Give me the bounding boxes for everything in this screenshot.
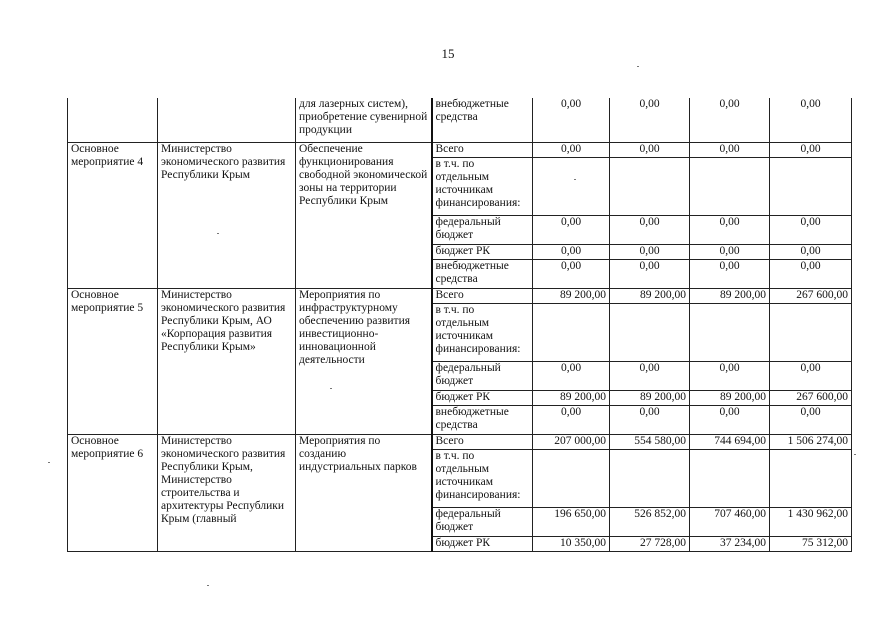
funding-source-cell: внебюджетные средства bbox=[432, 259, 533, 288]
amount-cell bbox=[533, 157, 610, 215]
funding-source-cell: в т.ч. по отдельным источникам финансирования: bbox=[432, 449, 533, 507]
funding-source-cell: Всего bbox=[432, 288, 533, 303]
budget-table bbox=[67, 98, 852, 552]
funding-source-cell: Всего bbox=[432, 142, 533, 157]
amount-cell: 0,00 bbox=[770, 98, 852, 142]
amount-cell: 0,00 bbox=[610, 361, 690, 390]
amount-cell: 89 200,00 bbox=[610, 390, 690, 405]
page-number: 15 bbox=[441, 46, 455, 61]
scan-speck bbox=[637, 66, 639, 67]
amount-cell bbox=[690, 303, 770, 361]
funding-source-cell: бюджет РК bbox=[432, 536, 533, 551]
amount-cell: 27 728,00 bbox=[610, 536, 690, 551]
amount-cell: 267 600,00 bbox=[770, 390, 852, 405]
amount-cell: 0,00 bbox=[690, 215, 770, 244]
activity-name-cell: Основное мероприятие 5 bbox=[68, 288, 158, 434]
amount-cell bbox=[533, 449, 610, 507]
amount-cell: 0,00 bbox=[690, 244, 770, 259]
table-row bbox=[68, 142, 852, 157]
amount-cell bbox=[610, 157, 690, 215]
amount-cell bbox=[770, 157, 852, 215]
amount-cell: 89 200,00 bbox=[533, 390, 610, 405]
amount-cell: 0,00 bbox=[610, 142, 690, 157]
amount-cell bbox=[690, 157, 770, 215]
funding-source-cell: бюджет РК bbox=[432, 390, 533, 405]
activity-name-cell: Основное мероприятие 4 bbox=[68, 142, 158, 288]
amount-cell: 526 852,00 bbox=[610, 507, 690, 536]
table-row bbox=[68, 434, 852, 449]
amount-cell: 0,00 bbox=[770, 244, 852, 259]
activity-name-cell: Основное мероприятие 6 bbox=[68, 434, 158, 551]
amount-cell: 0,00 bbox=[770, 361, 852, 390]
scan-speck bbox=[217, 233, 219, 234]
amount-cell: 744 694,00 bbox=[690, 434, 770, 449]
amount-cell: 0,00 bbox=[770, 142, 852, 157]
executor-cell: Министерство экономического развития Республики Крым, Министерство строительства и архитектуры Республики Крым (главный bbox=[158, 434, 296, 551]
amount-cell: 0,00 bbox=[610, 244, 690, 259]
activity-name-cell bbox=[68, 98, 158, 142]
funding-source-cell: федеральный бюджет bbox=[432, 507, 533, 536]
amount-cell: 0,00 bbox=[770, 215, 852, 244]
amount-cell: 0,00 bbox=[610, 405, 690, 434]
executor-cell: Министерство экономического развития Республики Крым bbox=[158, 142, 296, 288]
funding-source-cell: в т.ч. по отдельным источникам финансирования: bbox=[432, 303, 533, 361]
scan-speck bbox=[48, 462, 50, 463]
scan-speck bbox=[330, 388, 332, 389]
description-cell: Обеспечение функционирования свободной экономической зоны на территории Республики Крым bbox=[296, 142, 432, 288]
amount-cell: 37 234,00 bbox=[690, 536, 770, 551]
table-row bbox=[68, 288, 852, 303]
description-cell: Мероприятия по созданию индустриальных парков bbox=[296, 434, 432, 551]
funding-source-cell: Всего bbox=[432, 434, 533, 449]
funding-source-cell: внебюджетные средства bbox=[432, 98, 533, 142]
funding-source-cell: бюджет РК bbox=[432, 244, 533, 259]
amount-cell: 0,00 bbox=[690, 98, 770, 142]
amount-cell: 0,00 bbox=[533, 361, 610, 390]
executor-cell: Министерство экономического развития Республики Крым, АО «Корпорация развития Республики Крым» bbox=[158, 288, 296, 434]
amount-cell: 10 350,00 bbox=[533, 536, 610, 551]
description-cell: для лазерных систем), приобретение сувенирной продукции bbox=[296, 98, 432, 142]
amount-cell: 89 200,00 bbox=[533, 288, 610, 303]
amount-cell: 0,00 bbox=[610, 215, 690, 244]
table-row bbox=[68, 98, 852, 142]
amount-cell: 0,00 bbox=[533, 244, 610, 259]
amount-cell: 0,00 bbox=[533, 405, 610, 434]
amount-cell: 0,00 bbox=[770, 405, 852, 434]
amount-cell bbox=[770, 449, 852, 507]
amount-cell: 0,00 bbox=[610, 259, 690, 288]
funding-source-cell: внебюджетные средства bbox=[432, 405, 533, 434]
amount-cell: 1 506 274,00 bbox=[770, 434, 852, 449]
amount-cell: 75 312,00 bbox=[770, 536, 852, 551]
amount-cell: 0,00 bbox=[690, 142, 770, 157]
amount-cell: 554 580,00 bbox=[610, 434, 690, 449]
amount-cell: 207 000,00 bbox=[533, 434, 610, 449]
amount-cell: 0,00 bbox=[690, 361, 770, 390]
amount-cell: 707 460,00 bbox=[690, 507, 770, 536]
amount-cell: 196 650,00 bbox=[533, 507, 610, 536]
amount-cell: 0,00 bbox=[770, 259, 852, 288]
amount-cell: 89 200,00 bbox=[690, 288, 770, 303]
amount-cell: 267 600,00 bbox=[770, 288, 852, 303]
amount-cell bbox=[610, 449, 690, 507]
funding-source-cell: федеральный бюджет bbox=[432, 215, 533, 244]
amount-cell: 0,00 bbox=[533, 142, 610, 157]
amount-cell: 1 430 962,00 bbox=[770, 507, 852, 536]
amount-cell bbox=[690, 449, 770, 507]
executor-cell bbox=[158, 98, 296, 142]
funding-source-cell: в т.ч. по отдельным источникам финансирования: bbox=[432, 157, 533, 215]
description-cell: Мероприятия по инфраструктурному обеспечению развития инвестиционно-инновационной деятельности bbox=[296, 288, 432, 434]
amount-cell: 89 200,00 bbox=[610, 288, 690, 303]
amount-cell: 0,00 bbox=[690, 259, 770, 288]
amount-cell: 0,00 bbox=[533, 98, 610, 142]
amount-cell: 0,00 bbox=[690, 405, 770, 434]
scan-speck bbox=[574, 179, 576, 180]
scan-speck bbox=[854, 454, 856, 455]
amount-cell bbox=[533, 303, 610, 361]
amount-cell bbox=[610, 303, 690, 361]
amount-cell: 89 200,00 bbox=[690, 390, 770, 405]
amount-cell: 0,00 bbox=[533, 259, 610, 288]
amount-cell bbox=[770, 303, 852, 361]
funding-source-cell: федеральный бюджет bbox=[432, 361, 533, 390]
amount-cell: 0,00 bbox=[533, 215, 610, 244]
amount-cell: 0,00 bbox=[610, 98, 690, 142]
scan-speck bbox=[207, 585, 209, 586]
